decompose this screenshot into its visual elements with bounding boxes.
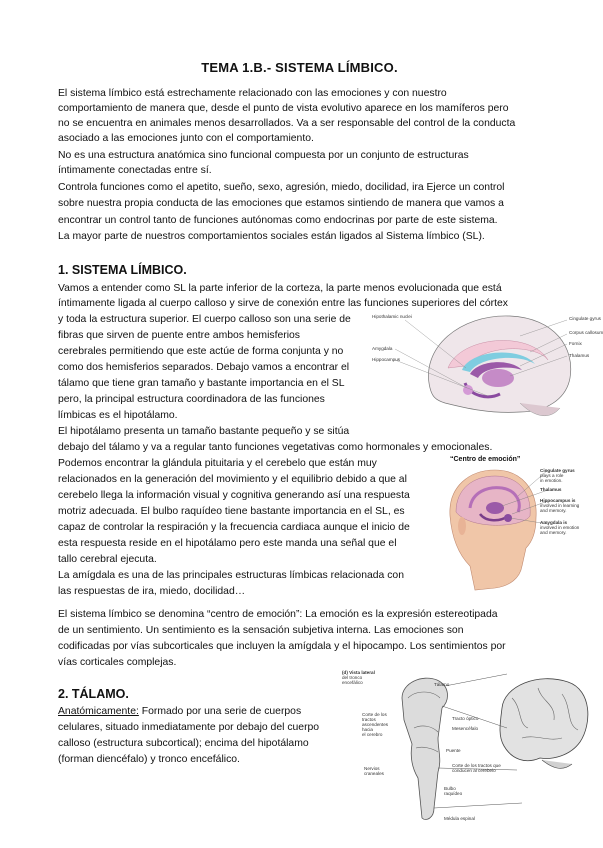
text-line: tallo cerebral ejecuta. [58,554,157,565]
text-line: debajo del tálamo y va a regular tanto funciones vegetativas como hormonales y emocionales. [58,442,493,453]
text-line: relacionados en la generación del movimiento y el equilibrio debido a que al [58,474,407,485]
text-line: calloso (estructura subcortical); encima del hipotálamo [58,738,309,749]
figure-note: Amygdala is involved in emotion and memory. [540,520,580,535]
figure-title: “Centro de emoción” [450,456,521,463]
text-line: codificadas por vías subcorticales que incluyen la amígdala y el hipocampo. Los sentimientos por [58,641,506,652]
anatomy-label: Anatómicamente: [58,706,139,717]
text-line: capaz de controlar la respiración y la frecuencia cardiaca aunque el inicio de [58,522,410,533]
text-line: las respuestas de ira, miedo, docilidad… [58,586,246,597]
section-heading-1: 1. SISTEMA LÍMBICO. [58,263,187,277]
brainstem-illustration [342,668,594,828]
text-line: fibras que sirven de puente entre ambos hemisferios [58,330,301,341]
text-line: tálamo que tiene gran tamaño y bastante importancia en el SL [58,378,345,389]
text-line: como dos hemisferios separados. Debajo vamos a encontrar el [58,362,350,373]
text-line: límbicas es el hipotálamo. [58,410,178,421]
figure-note: Thalamus [540,487,562,492]
figure-label: Thalamus [569,353,590,358]
section-heading-2: 2. TÁLAMO. [58,687,129,701]
brainstem-figure [342,668,594,828]
figure-label: Fornix [569,341,582,346]
text-line: encontrar un control tanto de funciones autónomas como endocrinas por parte de este sistema. [58,215,498,226]
page-title: TEMA 1.B.- SISTEMA LÍMBICO. [201,60,398,75]
figure-caption: (d) Vista lateral del tronco encefálico [342,670,375,685]
text-line: cerebrales permitiendo que este actúe de forma conjunta y no [58,346,344,357]
brain-sagittal-illustration [370,308,590,428]
figure-label: Médula espinal [444,816,475,821]
figure-label: Corpus callosum [569,330,603,335]
text-line: Vamos a entender como SL la parte inferior de la corteza, la parte menos evolucionada que está [58,283,502,294]
text-line: El sistema límbico se denomina “centro de emoción”: La emoción es la expresión estereotipada [58,609,498,620]
text-line: íntimamente conectadas entre sí. [58,165,212,176]
text-line: no se encuentra en animales menos desarrollados. Va a ser responsable del control de la conducta [58,118,516,129]
text-line: sobre nuestra propia conducta de las emociones que estamos sintiendo de manera que vamos a [58,198,504,209]
figure-label: Hippocampus [372,357,401,362]
text-line: comportamiento de manera que, desde el punto de vista evolutivo aparece en los mamíferos pero [58,103,509,114]
text-line [58,704,301,719]
text-line: asociado a las emociones junto con el comportamiento. [58,133,314,144]
figure-label: Nervios craneales [364,766,384,776]
text-line: pero, la principal estructura coordinadora de las funciones [58,394,325,405]
text-line: esta respuesta reside en el hipotálamo pero este manda una señal que el [58,538,397,549]
text-line: La amígdala es una de las principales estructuras límbicas relacionada con [58,570,404,581]
figure-label: Corte de los tractos que conducen al cerebelo [452,763,501,773]
limbic-system-figure [370,308,603,428]
figure-label: Corte de los tractos ascendentes hacia el cerebro [362,712,389,737]
text-line: celulares, situado inmediatamente por debajo del cuerpo [58,722,320,733]
text-line: (forman diencéfalo) y tronco encefálico. [58,754,240,765]
text-line: El sistema límbico está estrechamente relacionado con las emociones y con nuestro [58,88,447,99]
figure-note: Hippocampus is involved in learning and memory. [540,498,580,513]
figure-label: Bulbo raquídeo [444,786,463,796]
emotion-center-figure [440,456,590,596]
figure-note: Cingulate gyrus plays a role in emotion. [540,468,575,483]
text-line: El hipotálamo presenta un tamaño bastante pequeño y se sitúa [58,426,350,437]
figure-label: Mesencéfalo [452,726,479,731]
text-line: de un sentimiento. Un sentimiento es la sensación subjetiva interna. Las emociones son [58,625,464,636]
text-line: y toda la estructura superior. El cuerpo calloso son una serie de [58,314,351,325]
text-line: Controla funciones como el apetito, sueño, sexo, agresión, miedo, docilidad, ira Ejerce un control [58,182,505,193]
anatomy-text: Formado por una serie de cuerpos [138,706,302,717]
text-line: Podemos encontrar la glándula pituitaria y el cerebelo que están muy [58,458,377,469]
figure-label: Tálamo [434,682,450,687]
text-line: cerebelo llega la información visual y cognitiva generando así una respuesta [58,490,410,501]
figure-label: Amygdala [372,346,393,351]
text-line: vías corticales complejas. [58,657,177,668]
figure-label: Hipothalamic nuclei [372,314,412,319]
text-line: motriz adecuada. El bulbo raquídeo tiene bastante importancia en el SL, es [58,506,405,517]
figure-label: Cingulate gyrus [569,316,601,321]
text-line: íntimamente ligada al cuerpo calloso y sirve de conexión entre las funciones superiores del córtex [58,298,508,309]
text-line: No es una estructura anatómica sino funcional compuesta por un conjunto de estructuras [58,150,469,161]
text-line: La mayor parte de nuestros comportamientos sociales están ligados al Sistema límbico (SL). [58,231,485,242]
figure-label: Tracto óptico [452,716,479,721]
figure-label: Puente [446,748,461,753]
